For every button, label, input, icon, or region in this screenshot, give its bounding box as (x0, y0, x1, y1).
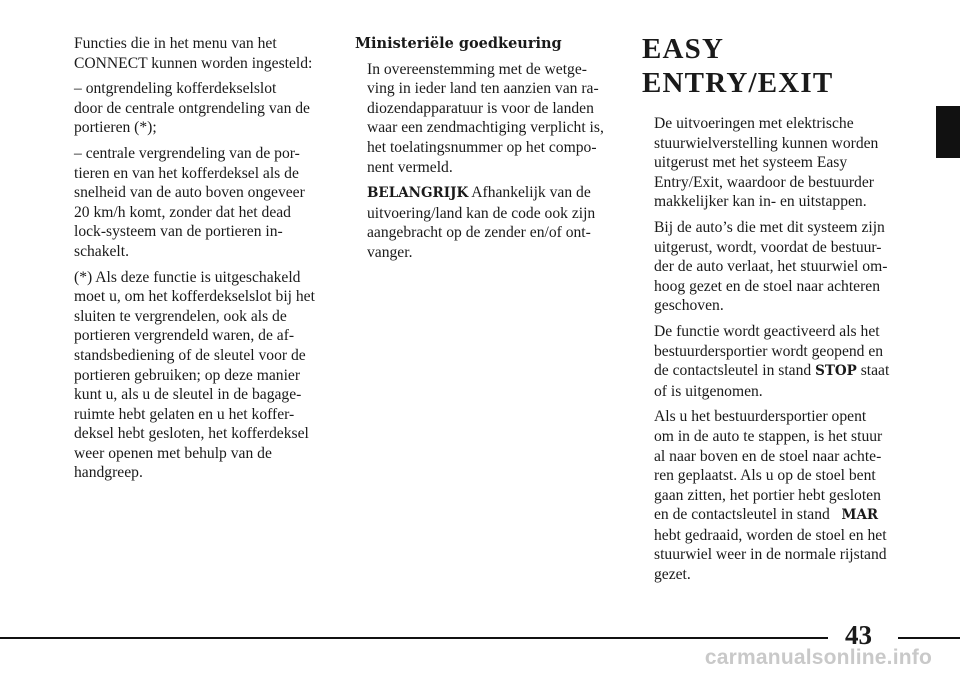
text-line: portieren gebruiken; op deze manier (74, 366, 301, 384)
text-line: Als u het bestuurdersportier opent (654, 408, 867, 426)
text-line: ving in ieder land ten aanzien van ra- (367, 80, 599, 98)
left-column (62, 34, 324, 489)
text-line: sluiten te vergrendelen, ook als de (74, 307, 287, 325)
unlock-option-paragraph (62, 79, 324, 138)
section-thumb-tab (936, 106, 960, 158)
approval-paragraph (355, 60, 607, 178)
text-line: hoog gezet en de stoel naar achteren (654, 277, 880, 295)
text-line: moet u, om het kofferdekselslot bij het (74, 288, 315, 306)
text-line: ruimte hebt gelaten en u het koffer- (74, 405, 295, 423)
text-line: uitvoering/land kan de code ook zijn (367, 204, 596, 222)
text-line: door de centrale ontgrendeling van de (74, 99, 310, 117)
text-line: – ontgrendeling kofferdekselslot (74, 80, 277, 98)
easy-entry-exit-title: EASY ENTRY/EXIT (642, 33, 834, 99)
easy-entry-activation-paragraph: De functie wordt geactiveerd als het bestuurdersportier wordt geopend en de contactsleutel in stand STOP staat of is uitgenomen. (642, 322, 904, 401)
text-line: (*) Als deze functie is uitgeschakeld (74, 268, 301, 286)
text-line: gaan zitten, het portier hebt gesloten (654, 486, 881, 504)
text-line: al naar boven en de stoel naar achte- (654, 447, 882, 465)
text-line: vanger. (367, 243, 413, 261)
disabled-function-note (62, 268, 324, 484)
text-line: geschoven. (654, 297, 724, 315)
footer-rule-right (898, 637, 960, 639)
text-line: of is uitgenomen. (654, 382, 763, 400)
text-line: aangebracht op de zender en/of ont- (367, 224, 591, 242)
text-line: kunt u, als u de sleutel in de bagage- (74, 386, 302, 404)
text-line: om in de auto te stappen, is het stuur (654, 427, 883, 445)
auto-lock-option-paragraph (62, 144, 324, 262)
text-line: bestuurdersportier wordt geopend en (654, 342, 884, 360)
text-line: schakelt. (74, 242, 129, 260)
text-line: ren geplaatst. Als u op de stoel bent (654, 467, 876, 485)
text-line: stuurwielverstelling kunnen worden (654, 134, 879, 152)
text-line: snelheid van de auto boven ongeveer (74, 184, 305, 202)
easy-entry-return-paragraph: Als u het bestuurdersportier opent om in de auto te stappen, is het stuur al naar boven en de stoel naar achte- ren geplaatst. Als u op de stoel bent gaan zitten, het portier hebt gesloten en de contactsleutel in stand MAR hebt gedraaid, worden de stoel en het stuurwiel weer in de normale rijstand gezet. (642, 407, 904, 584)
text-line: portieren vergrendeld waren, de af- (74, 327, 295, 345)
text-line: portieren (*); (74, 119, 157, 137)
text-line: hebt gedraaid, worden de stoel en het (654, 526, 887, 544)
mar-position-label: MAR (841, 507, 879, 524)
text-line: Entry/Exit, waardoor de bestuurder (654, 173, 874, 191)
page-number: 43 (845, 620, 872, 650)
text-line: deksel hebt gesloten, het kofferdeksel (74, 425, 309, 443)
text-line: – centrale vergrendeling van de por- (74, 144, 300, 162)
watermark-text: carmanualsonline.info (704, 646, 932, 669)
ministerial-approval-heading: Ministeriële goedkeuring (355, 35, 562, 52)
text-line: weer openen met behulp van de (74, 444, 272, 462)
text-line: De uitvoeringen met elektrische (654, 115, 854, 132)
text-line: het toelatingsnummer op het compo- (367, 138, 597, 156)
footer-rule-left (0, 637, 828, 639)
text-line: standsbediening of de sleutel voor de (74, 346, 306, 364)
text-line: uitgerust met het systeem Easy (654, 154, 848, 172)
text-line: gezet. (654, 566, 691, 584)
text-line: nent vermeld. (367, 158, 453, 176)
connect-intro-paragraph (62, 34, 324, 73)
stop-position-label: STOP (815, 363, 857, 380)
text-line: diozendapparatuur is voor de landen (367, 99, 594, 117)
text-line: stuurwiel weer in de normale rijstand (654, 546, 887, 564)
text-line: der de auto verlaat, het stuurwiel om- (654, 258, 888, 276)
text-line: handgreep. (74, 464, 143, 482)
right-column (642, 32, 904, 591)
text-line: 20 km/h komt, zonder dat het dead (74, 203, 291, 221)
text-line: waar een zendmachtiging verplicht is, (367, 119, 604, 137)
text-line: CONNECT kunnen worden ingesteld: (74, 54, 313, 72)
text-line: makkelijker kan in- en uitstappen. (654, 193, 867, 211)
text-line: tieren en van het kofferdeksel als de (74, 164, 299, 182)
important-label: BELANGRIJK (367, 185, 469, 202)
text-line: uitgerust, wordt, voordat de bestuur- (654, 238, 882, 256)
important-paragraph: BELANGRIJK Afhankelijk van de uitvoering/land kan de code ook zijn aangebracht op de zender en/of ont- vanger. (355, 183, 607, 262)
middle-column (355, 34, 607, 269)
text-line: Bij de auto’s die met dit systeem zijn (654, 218, 885, 236)
text-line: In overeenstemming met de wetge- (367, 60, 587, 78)
text-line: lock-systeem van de portieren in- (74, 223, 283, 241)
text-line: Functies die in het menu van het (74, 35, 277, 52)
text-line: De functie wordt geactiveerd als het (654, 322, 880, 340)
easy-entry-behavior-paragraph (642, 218, 904, 316)
easy-entry-intro-paragraph (642, 114, 904, 212)
